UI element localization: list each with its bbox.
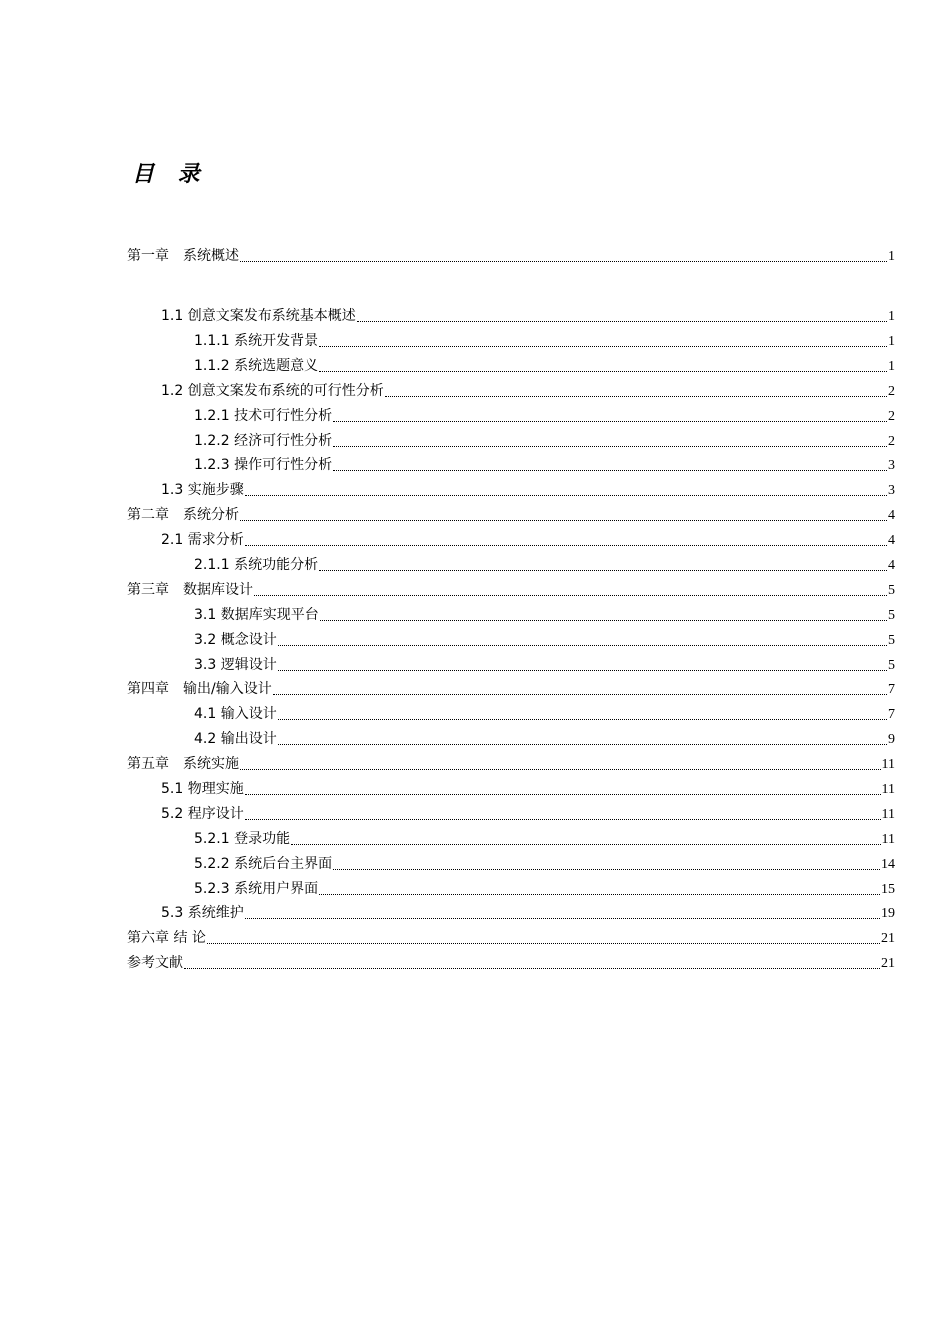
toc-entry[interactable] bbox=[127, 304, 895, 328]
dot-leader bbox=[319, 894, 880, 895]
dot-leader bbox=[333, 869, 880, 870]
toc-entry[interactable] bbox=[127, 777, 895, 801]
toc-entry[interactable] bbox=[127, 329, 895, 353]
dot-leader bbox=[240, 769, 881, 770]
toc-entry[interactable] bbox=[127, 478, 895, 502]
toc-title: 目 录 bbox=[132, 162, 208, 187]
toc-entry[interactable] bbox=[127, 354, 895, 378]
toc-entry-label: 1.2.1 技术可行性分析 bbox=[194, 408, 333, 424]
toc-entry-page-number: 11 bbox=[881, 782, 895, 797]
toc-entry[interactable] bbox=[127, 802, 895, 826]
dot-leader bbox=[291, 844, 880, 845]
toc-entry-label: 4.1 输入设计 bbox=[194, 706, 277, 722]
toc-entry[interactable] bbox=[127, 528, 895, 552]
toc-entry-page-number: 1 bbox=[888, 334, 895, 349]
toc-entry[interactable] bbox=[127, 727, 895, 751]
toc-entry[interactable] bbox=[127, 702, 895, 726]
dot-leader bbox=[385, 396, 887, 397]
dot-leader bbox=[245, 794, 881, 795]
dot-leader bbox=[278, 719, 887, 720]
dot-leader bbox=[245, 545, 887, 546]
toc-entry[interactable] bbox=[127, 578, 895, 602]
toc-entry-label: 5.3 系统维护 bbox=[161, 905, 244, 921]
toc-entry-page-number: 2 bbox=[888, 409, 895, 424]
dot-leader bbox=[245, 495, 887, 496]
toc-entry-label: 1.2.2 经济可行性分析 bbox=[194, 433, 333, 449]
toc-entry-page-number: 7 bbox=[888, 682, 895, 697]
toc-entry-page-number: 21 bbox=[881, 956, 895, 971]
dot-leader bbox=[245, 819, 881, 820]
toc-entry[interactable] bbox=[127, 603, 895, 627]
toc-entry-label: 2.1.1 系统功能分析 bbox=[194, 557, 319, 573]
toc-entry-page-number: 4 bbox=[888, 508, 895, 523]
toc-entry-page-number: 4 bbox=[888, 533, 895, 548]
toc-entry-label: 5.1 物理实施 bbox=[161, 781, 244, 797]
toc-entry-page-number: 7 bbox=[888, 707, 895, 722]
toc-entry[interactable] bbox=[127, 553, 895, 577]
dot-leader bbox=[319, 371, 887, 372]
toc-entry-label: 3.3 逻辑设计 bbox=[194, 657, 277, 673]
toc-entry-page-number: 11 bbox=[881, 832, 895, 847]
toc-entry[interactable] bbox=[127, 852, 895, 876]
toc-entry-page-number: 5 bbox=[888, 658, 895, 673]
toc-entry-page-number: 14 bbox=[881, 857, 895, 872]
dot-leader bbox=[320, 620, 887, 621]
toc-entry-label: 参考文献 bbox=[127, 955, 183, 971]
toc-entry[interactable] bbox=[127, 404, 895, 428]
toc-entry[interactable] bbox=[127, 379, 895, 403]
toc-entry-page-number: 15 bbox=[881, 882, 895, 897]
dot-leader bbox=[240, 261, 887, 262]
toc-entry-label: 第四章 输出/输入设计 bbox=[127, 681, 272, 697]
toc-entry-page-number: 3 bbox=[888, 483, 895, 498]
toc-entry-label: 5.2 程序设计 bbox=[161, 806, 244, 822]
toc-entry-label: 5.2.1 登录功能 bbox=[194, 831, 291, 847]
toc-entry-page-number: 3 bbox=[888, 458, 895, 473]
toc-entry[interactable] bbox=[127, 429, 895, 453]
toc-entry-page-number: 5 bbox=[888, 633, 895, 648]
toc-entry[interactable] bbox=[127, 877, 895, 901]
toc-entry-label: 1.2 创意文案发布系统的可行性分析 bbox=[161, 383, 384, 399]
toc-entry-page-number: 5 bbox=[888, 608, 895, 623]
toc-entry[interactable] bbox=[127, 926, 895, 950]
toc-entry[interactable] bbox=[127, 503, 895, 527]
dot-leader bbox=[319, 346, 887, 347]
dot-leader bbox=[254, 595, 887, 596]
dot-leader bbox=[278, 744, 887, 745]
toc-entry-label: 1.1 创意文案发布系统基本概述 bbox=[161, 308, 356, 324]
toc-entry-label: 第五章 系统实施 bbox=[127, 756, 239, 772]
toc-entry-page-number: 11 bbox=[881, 807, 895, 822]
toc-entry-label: 1.3 实施步骤 bbox=[161, 482, 244, 498]
toc-entry-label: 1.1.1 系统开发背景 bbox=[194, 333, 319, 349]
toc-entry-label: 1.2.3 操作可行性分析 bbox=[194, 457, 333, 473]
toc-entry-label: 第一章 系统概述 bbox=[127, 248, 239, 264]
toc-entry[interactable] bbox=[127, 827, 895, 851]
toc-entry-label: 1.1.2 系统选题意义 bbox=[194, 358, 319, 374]
dot-leader bbox=[357, 321, 887, 322]
toc-entry-label: 5.2.3 系统用户界面 bbox=[194, 881, 319, 897]
toc-entry-page-number: 2 bbox=[888, 384, 895, 399]
toc-entry[interactable] bbox=[127, 752, 895, 776]
toc-entry-label: 第二章 系统分析 bbox=[127, 507, 239, 523]
dot-leader bbox=[333, 470, 887, 471]
dot-leader bbox=[333, 421, 887, 422]
toc-entry-page-number: 5 bbox=[888, 583, 895, 598]
toc-entry-page-number: 9 bbox=[888, 732, 895, 747]
toc-entry[interactable] bbox=[127, 901, 895, 925]
dot-leader bbox=[333, 446, 887, 447]
toc-entry-page-number: 1 bbox=[888, 249, 895, 264]
toc-entry-label: 3.1 数据库实现平台 bbox=[194, 607, 319, 623]
toc-entry-label: 2.1 需求分析 bbox=[161, 532, 244, 548]
toc-entry-label: 第六章 结 论 bbox=[127, 930, 206, 946]
toc-entry[interactable] bbox=[127, 677, 895, 701]
toc-entry[interactable] bbox=[127, 628, 895, 652]
toc-entry-page-number: 19 bbox=[881, 906, 895, 921]
dot-leader bbox=[184, 968, 880, 969]
dot-leader bbox=[278, 670, 887, 671]
toc-entry[interactable] bbox=[127, 653, 895, 677]
dot-leader bbox=[273, 694, 887, 695]
toc-entry-page-number: 1 bbox=[888, 309, 895, 324]
toc-entry-page-number: 21 bbox=[881, 931, 895, 946]
dot-leader bbox=[319, 570, 887, 571]
toc-entry-label: 5.2.2 系统后台主界面 bbox=[194, 856, 333, 872]
dot-leader bbox=[207, 943, 880, 944]
toc-entry-page-number: 1 bbox=[888, 359, 895, 374]
dot-leader bbox=[240, 520, 887, 521]
toc-entry-page-number: 11 bbox=[881, 757, 895, 772]
toc-entry[interactable] bbox=[127, 244, 895, 268]
toc-entry-label: 3.2 概念设计 bbox=[194, 632, 277, 648]
toc-entry[interactable] bbox=[127, 453, 895, 477]
dot-leader bbox=[245, 918, 880, 919]
toc-entry-page-number: 2 bbox=[888, 434, 895, 449]
dot-leader bbox=[278, 645, 887, 646]
toc-entry-label: 第三章 数据库设计 bbox=[127, 582, 253, 598]
toc-entry-page-number: 4 bbox=[888, 558, 895, 573]
toc-entry[interactable] bbox=[127, 951, 895, 975]
toc-entry-label: 4.2 输出设计 bbox=[194, 731, 277, 747]
